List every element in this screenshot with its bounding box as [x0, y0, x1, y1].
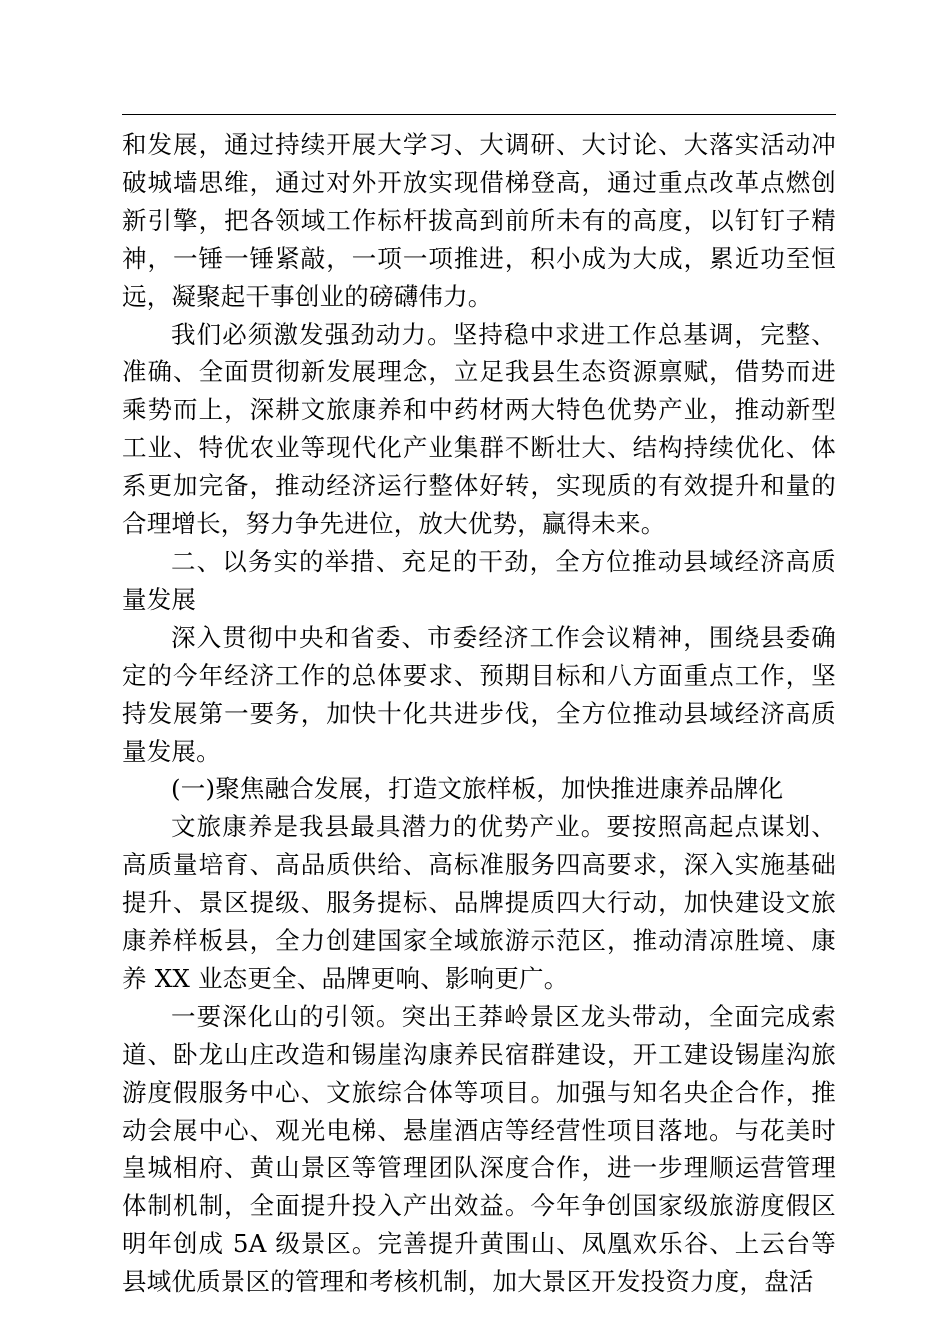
paragraph-motivation: 我们必须激发强劲动力。坚持稳中求进工作总基调，完整、准确、全面贯彻新发展理念，立足我县生态资源禀赋，借势而进乘势而上，深耕文旅康养和中药材两大特色优势产业，推动新型工业、特优农业等现代化产业集群不断壮大、结构持续优化、体系更加完备，推动经济运行整体好转，实现质的有效提升和量的合理增长，努力争先进位，放大优势，赢得未来。: [122, 319, 836, 539]
paragraph-section-intro: 深入贯彻中央和省委、市委经济工作会议精神，围绕县委确定的今年经济工作的总体要求、预期目标和八方面重点工作，坚持发展第一要务，加快十化共进步伐，全方位推动县域经济高质量发展。: [122, 622, 836, 766]
paragraph-tourism: 文旅康养是我县最具潜力的优势产业。要按照高起点谋划、高质量培育、高品质供给、高标准服务四高要求，深入实施基础提升、景区提级、服务提标、品牌提质四大行动，加快建设文旅康养样板县，全力创建国家全域旅游示范区，推动清凉胜境、康养 XX 业态更全、品牌更响、影响更广。: [122, 812, 836, 993]
paragraph-continuation: 和发展，通过持续开展大学习、大调研、大讨论、大落实活动冲破城墙思维，通过对外开放实现借梯登高，通过重点改革点燃创新引擎，把各领域工作标杆拔高到前所未有的高度，以钉钉子精神，一锤一锤紧敲，一项一项推进，积小成为大成，累近功至恒远，凝聚起干事创业的磅礴伟力。: [122, 130, 836, 311]
section-heading-2: 二、以务实的举措、充足的干劲，全方位推动县域经济高质量发展: [122, 546, 836, 614]
document-body: [122, 126, 836, 1301]
paragraph-mountain: 一要深化山的引领。突出王莽岭景区龙头带动，全面完成索道、卧龙山庄改造和锡崖沟康养民宿群建设，开工建设锡崖沟旅游度假服务中心、文旅综合体等项目。加强与知名央企合作，推动会展中心、观光电梯、悬崖酒店等经营性项目落地。与花美时皇城相府、黄山景区等管理团队深度合作，进一步理顺运营管理体制机制，全面提升投入产出效益。今年争创国家级旅游度假区明年创成 5A 级景区。完善提升黄围山、凤凰欢乐谷、上云台等县域优质景区的管理和考核机制，加大景区开发投资力度，盘活: [122, 1001, 836, 1297]
subsection-heading-1: (一)聚焦融合发展，打造文旅样板，加快推进康养品牌化: [171, 774, 784, 804]
header-rule: [122, 114, 836, 115]
